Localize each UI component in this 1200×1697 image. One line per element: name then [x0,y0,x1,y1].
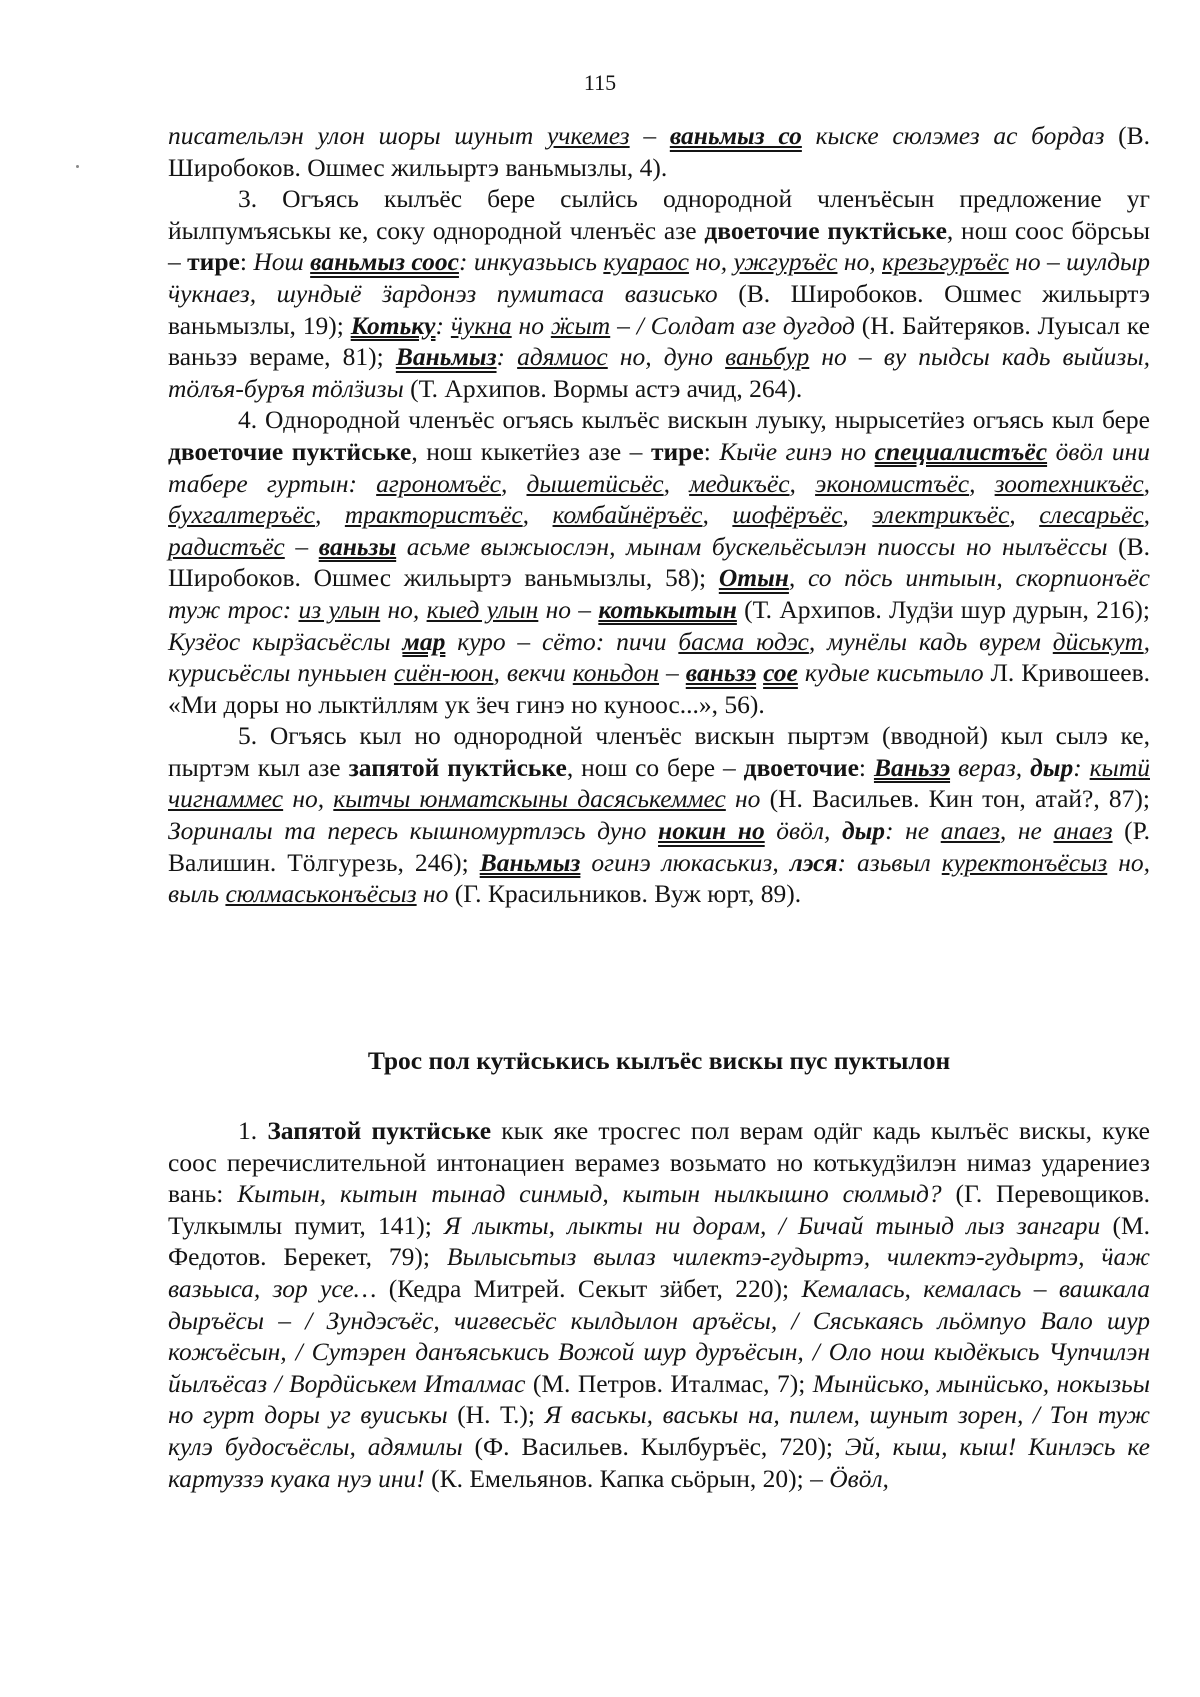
underlined-word: куараос [603,247,689,277]
underlined-word: агрономъёс [376,468,501,498]
text-run: , нош со бере – [566,752,744,782]
underlined-word: ваньмыз со [669,121,802,150]
citation: (В. Широбоков. Ошмес жильыртэ ваньмызлы, 58); [168,531,1151,593]
text-run: , не [999,816,1054,846]
underlined-word: сюлмаськонъёсыз [225,879,417,909]
underlined-word: Ваньзэ [873,752,951,782]
text-run: , со пӧсь интыын, скорпионъёс туж трос: [168,563,1150,624]
text-run: писательлэн улон шоры шуныт [168,121,547,150]
text-run: 1. [238,1116,268,1145]
underlined-word: радистъёс [168,531,285,561]
underlined-word: апаез [940,816,1000,846]
citation: (Н. Васильев. Кин тон, атай?, 87); [760,784,1150,814]
citation: (В. Широбоков. Ошмес жильыртэ ваньмызлы, 4). [168,121,1150,182]
text-run: но [725,784,761,814]
text-run: но, дуно [607,342,726,372]
text-run: : [703,436,720,466]
underlined-word: ваньбур [725,342,810,372]
text-run: Вылысьтыз вылаз чилектэ-гудыртэ, чилектэ-гудыртэ, ӵаж вазьыса, зор усе… [168,1242,1150,1303]
underlined-word: слесарьёс [1039,500,1144,530]
citation: (Г. Перевощиков. Тулкымлы пумит, 141); [168,1179,1150,1240]
text-run: Зориналы та пересь кышномуртлэсь дуно [168,816,659,846]
text-run: , [314,500,345,530]
text-run: – [629,121,670,150]
underlined-word: из улын [298,594,381,624]
section-heading: Трос пол кутӥськись кылъёс вискы пус пуктылон [367,1046,951,1075]
underlined-word: коньдон [572,658,660,688]
text-run: но, [380,594,427,624]
underlined-word: трактористъёс [344,500,523,530]
underlined-word: кытчы юнматскыны дасяськеммес [333,784,726,814]
text-run: 3. Огъясь кылъёс бере сылӥсь однородной членъёсын предложение уг йылпумъяськы ке, соку однородной членъёс азе [168,184,1150,245]
text-run: но, [837,247,883,277]
text-run: 4. Однородной членъёс огъясь кылъёс вискын луыку, нырысетӥез огъясь кыл бере [238,405,1150,435]
bold-term: тире [187,247,240,277]
citation: (Кедра Митрей. Секыт зӥбет, 220); [376,1273,802,1303]
text-run: , мунёлы кадь вурем [808,626,1053,656]
paragraph-4 [168,404,1150,720]
paragraph-1 [168,1115,1150,1494]
bold-term: запятой пуктӥське [348,752,567,782]
text-run: ӧвӧл, [764,816,842,846]
text-run: Нош [253,247,311,277]
text-run: , [1009,500,1040,530]
bold-italic-word: дыр [841,816,886,846]
text-run: , [1143,468,1151,498]
text-run: куро – сёто: пичи [445,626,679,656]
underlined-word: ӝыт [550,310,611,340]
text-run: , [663,468,690,498]
text-run: : [858,752,874,782]
bold-term: двоеточие пуктӥське [704,215,947,245]
underlined-word: куректонъёсыз [941,847,1108,877]
text-run: , [969,468,995,498]
underlined-word: сое [763,658,798,688]
text-run: Кузёос кырӟасьёслы [168,626,403,656]
text-run: – [659,658,686,688]
citation: (М. Петров. Италмас, 7); [525,1368,813,1398]
bold-italic-word: лэся [789,847,838,877]
paragraph-continuation [168,120,1150,183]
text-run: Я лыкты, лыкты ни дорам, / Бичай тыныд лыз зангари [444,1210,1101,1240]
text-run: но, [688,247,734,277]
citation: (Г. Красильников. Вуж юрт, 89). [448,879,802,909]
text-run: Кытын, кытын тынад синмыд, кытын нылкышно сюлмыд? [237,1179,942,1209]
underlined-word: мар [402,626,446,656]
section-text-block [168,1115,1150,1494]
underlined-word: комбайнёръёс [552,500,703,530]
underlined-word: сиён-юон [393,658,494,688]
text-run: но – [538,594,599,624]
text-run: , нош кыкетӥез азе – [411,436,651,466]
citation: (В. Широбоков. Ошмес жильыртэ ваньмызлы, 19); [168,278,1151,340]
text-run: асьме выжыослэн, мынам бускельёсылэн пиоссы но нылъёссы [396,531,1108,561]
citation: (Ф. Васильев. Кылбуръёс, 720); [462,1431,845,1461]
text-run: кык яке тросгес пол верам одӥг кадь кылъёс вискы, куке соос перечислительной интонациен верамез возьмато но котькудӟилэн нимаз ударениез вань: [168,1116,1151,1209]
underlined-word: экономистъёс [815,468,970,498]
underlined-word: медикъёс [689,468,790,498]
text-run: вераз, [950,752,1031,782]
text-run: Я васькы, васькы на, пилем, шуныт зорен, / Тон туж кулэ будосъёслы, адямилы [168,1400,1150,1461]
underlined-word: адямиос [517,342,608,372]
underlined-word: дышетӥсьёс [526,468,664,498]
text-run: кыске сюлэмез ас бордаз [801,121,1105,150]
citation: (К. Емельянов. Капка сьӧрын, 20); – [424,1463,830,1493]
paragraph-3 [168,183,1150,404]
underlined-word: ваньзэ [685,658,757,688]
text-run: , [1143,500,1151,530]
underlined-word: Ваньмыз [395,342,497,372]
citation: Л. Кривошеев. «Ми доры но лыктӥллям ук ӟеч гинэ но куноос...», 56). [168,658,1151,719]
text-run: : [496,342,518,372]
underlined-word: анаез [1053,816,1113,846]
text-run: но, выль [168,847,1150,909]
scan-speck [76,165,79,168]
underlined-word: котькытын [598,594,737,624]
underlined-word: учкемез [546,121,630,150]
bold-term: двоеточие [743,752,859,782]
main-text-block [168,120,1150,910]
underlined-word: зоотехникъёс [994,468,1144,498]
underlined-word: кытӥ чигнаммес [168,752,1150,814]
underlined-word: шофёръёс [732,500,843,530]
text-run: но [511,310,551,340]
text-run: : [1073,752,1090,782]
underlined-word: ваньзы [318,531,397,561]
bold-term: Запятой пуктӥське [267,1116,492,1145]
citation: (Н. Байтеряков. Луысал ке ваньзэ вераме, 81); [168,310,1151,372]
underlined-word: специалистъёс [874,436,1048,466]
underlined-word: басма юдэс [678,626,809,656]
text-run: но [416,879,449,909]
citation: (Т. Архипов. Вормы астэ ачид, 264). [403,373,803,403]
text-run: : азьвыл [837,847,942,877]
text-run: кудые кисьтыло [797,658,984,688]
underlined-word: электрикъёс [872,500,1010,530]
text-run: но, [283,784,334,814]
text-run: ӧвӧл ини табере гуртын: [168,436,1150,498]
text-run: но – шулдыр ӵукнаез, шундыё ӟардонэз пумитаса вазисько [168,247,1151,308]
underlined-word: кыед улын [426,594,539,624]
text-run: Кемалась, кемалась – вашкала дыръёсы – / Зундэсъёс, чигвесьёс кылдылон аръёсы, / Сяськаясь льӧмпуо Вало шур кожъёсын, / Сутэрен данъяськись Вожой шур дуръёсын, / Оло нош кыдёкысь Чупчилэн йылъёсаз / Вордӥськем Италмас [168,1273,1150,1398]
text-run: , [522,500,553,530]
text-run: Ӧвӧл, [829,1463,889,1493]
underlined-word: Котьку [350,310,436,340]
citation: (Т. Архипов. Лудӟи шур дурын, 216); [736,594,1150,624]
text-run: Кыӵе гинэ но [719,436,875,466]
citation: (М. Федотов. Берекет, 79); [168,1210,1150,1272]
underlined-word: дӥськут [1052,626,1144,656]
bold-term: тире [650,436,704,466]
text-run: , курисьёслы пуньыен [168,626,1151,688]
text-run: огинэ люкаськиз, [580,847,790,877]
underlined-word: нокин но [658,816,765,846]
text-run: : инкуазьысь [458,247,604,277]
text-run: , [702,500,733,530]
text-run: : не [885,816,941,846]
underlined-word: крезьгуръёс [882,247,1009,277]
text-run: но – ву пыдсы кадь выйизы, тӧлъя-буръя тӧлӟизы [168,342,1150,403]
bold-term: двоеточие пуктӥське [168,436,412,466]
underlined-word: бухгалтеръёс [168,500,315,530]
text-run: 5. Огъясь кыл но однородной членъёс вискын пыртэм (вводной) кыл сылэ ке, пыртэм кыл азе [168,721,1150,782]
text-run: – / Солдат азе дугдод [610,310,855,340]
bold-italic-word: дыр [1030,752,1074,782]
paragraph-5 [168,720,1150,910]
citation: (Р. Валишин. Тӧлгурезь, 246); [168,816,1150,877]
text-run: Мынӥсько, мынӥсько, нокызьы но гурт доры уг вуиськы [168,1368,1150,1430]
text-run: : [435,310,451,340]
underlined-word: ӵукна [450,310,512,340]
text-run: : [239,247,254,277]
text-run: Эй, кыш, кыш! Кинлэсь ке картуззэ куака нуэ ини! [168,1431,1150,1493]
underlined-word: ужгуръёс [733,247,838,277]
text-run: , [500,468,527,498]
citation: (Н. Т.); [447,1400,545,1430]
underlined-word: ваньмыз соос [310,247,459,277]
text-run: – [284,531,319,561]
text-run: , [789,468,816,498]
underlined-word: Отын [718,563,789,593]
text-run: , [842,500,873,530]
page-number: 115 [583,70,617,95]
text-run: , нош соос бӧрсьы – [168,215,1150,277]
underlined-word: Ваньмыз [479,847,581,877]
text-run: , векчи [493,658,573,688]
